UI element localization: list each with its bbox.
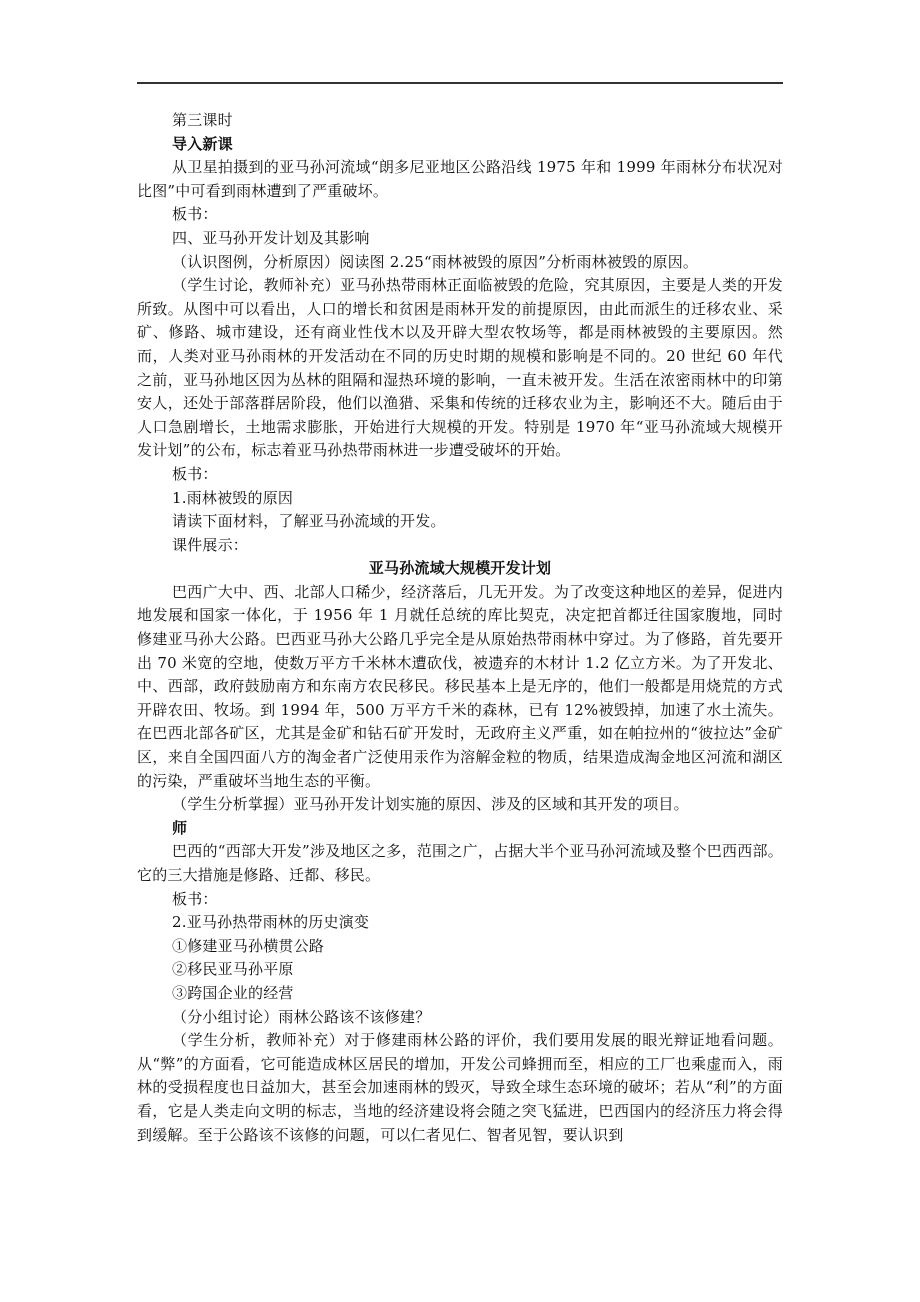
teacher-paragraph: 巴西的“西部大开发”涉及地区之多，范围之广，占据大半个亚马孙河流域及整个巴西西部。它的三大措施是修路、迁都、移民。 xyxy=(137,842,783,884)
discussion-paragraph: （学生讨论，教师补充）亚马孙热带雨林正面临被毁的危险，究其原因，主要是人类的开发所致。从图中可以看出，人口的增长和贫困是雨林开发的前提原因，由此而派生的迁移农业、采矿、修路、城市建设，还有商业性伐木以及开辟大型农牧场等，都是雨林被毁的主要原因。然而，人类对亚马孙雨林的开发活动在不同的历史时期的规模和影响是不同的。20 世纪 60 年代之前，亚马孙地区因为丛林的阻隔和湿热环境的影响，一直未被开发。生活在浓密雨林中的印第安人，还处于部落群居阶段，他们以渔猎、采集和传统的迁移农业为主，影响还不大。随后由于人口急剧增长，土地需求膨胀，开始进行大规模的开发。特别是 1970 年“亚马孙流域大规模开发计划”的公布，标志着亚马孙热带雨林进一步遭受破坏的开始。 xyxy=(137,276,783,460)
board-item: 2.亚马孙热带雨林的历史演变 xyxy=(172,913,370,932)
board-label: 板书： xyxy=(172,205,218,224)
board-subitem: ①修建亚马孙横贯公路 xyxy=(172,936,325,955)
board-subitem: ②移民亚马孙平原 xyxy=(172,960,294,979)
intro-paragraph: 从卫星拍摄到的亚马孙河流域“朗多尼亚地区公路沿线 1975 年和 1999 年雨林分布状况对比图”中可看到雨林遭到了严重破坏。 xyxy=(137,158,783,200)
header-rule xyxy=(137,82,783,84)
lesson-label: 第三课时 xyxy=(172,111,233,129)
board-label: 板书： xyxy=(172,464,218,483)
board-item: 1.雨林被毁的原因 xyxy=(172,488,294,507)
material-paragraph: 巴西广大中、西、北部人口稀少，经济落后，几无开发。为了改变这种地区的差异，促进内地发展和国家一体化，于 1956 年 1 月就任总统的库比契克，决定把首都迁往国家腹地，同时修建亚马孙大公路。巴西亚马孙大公路几乎完全是从原始热带雨林中穿过。为了修路，首先要开出 70 米宽的空地，使数万平方千米林木遭砍伐，被遗弃的木材计 1.2 亿立方米。为了开发北、中、西部，政府鼓励南方和东南方农民移民。移民基本上是无序的，他们一般都是用烧荒的方式开辟农田、牧场。到 1994 年，500 万平方千米的森林，已有 12%被毁掉，加速了水土流失。在巴西北部各矿区，尤其是金矿和钻石矿开发时，无政府主义严重，如在帕拉州的“彼拉达”金矿区，来自全国四面八方的淘金者广泛使用汞作为溶解金粒的物质，结果造成淘金地区河流和湖区的污染，严重破坏当地生态的平衡。 xyxy=(137,582,783,790)
material-title: 亚马孙流域大规模开发计划 xyxy=(368,559,552,578)
read-prompt: 请读下面材料，了解亚马孙流域的开发。 xyxy=(172,512,446,531)
activity-paragraph: （认识图例，分析原因）阅读图 2.25“雨林被毁的原因”分析雨林被毁的原因。 xyxy=(172,252,699,271)
activity-paragraph: （分小组讨论）雨林公路该不该修建？ xyxy=(172,1007,431,1026)
intro-heading: 导入新课 xyxy=(172,134,233,153)
section-heading: 四、亚马孙开发计划及其影响 xyxy=(172,228,370,247)
activity-paragraph: （学生分析掌握）亚马孙开发计划实施的原因、涉及的区域和其开发的项目。 xyxy=(172,795,689,814)
board-subitem: ③跨国企业的经营 xyxy=(172,983,294,1002)
courseware-label: 课件展示： xyxy=(172,535,249,554)
teacher-label: 师 xyxy=(172,818,188,837)
board-label: 板书： xyxy=(172,889,218,908)
discussion-paragraph: （学生分析，教师补充）对于修建雨林公路的评价，我们要用发展的眼光辩证地看问题。从“弊”的方面看，它可能造成林区居民的增加，开发公司蜂拥而至，相应的工厂也乘虚而入，雨林的受损程度也日益加大，甚至会加速雨林的毁灭，导致全球生态环境的破坏；若从“利”的方面看，它是人类走向文明的标志，当地的经济建设将会随之突飞猛进，巴西国内的经济压力将会得到缓解。至于公路该不该修的问题，可以仁者见仁、智者见智，要认识到 xyxy=(137,1031,783,1144)
document-page xyxy=(137,109,783,1147)
